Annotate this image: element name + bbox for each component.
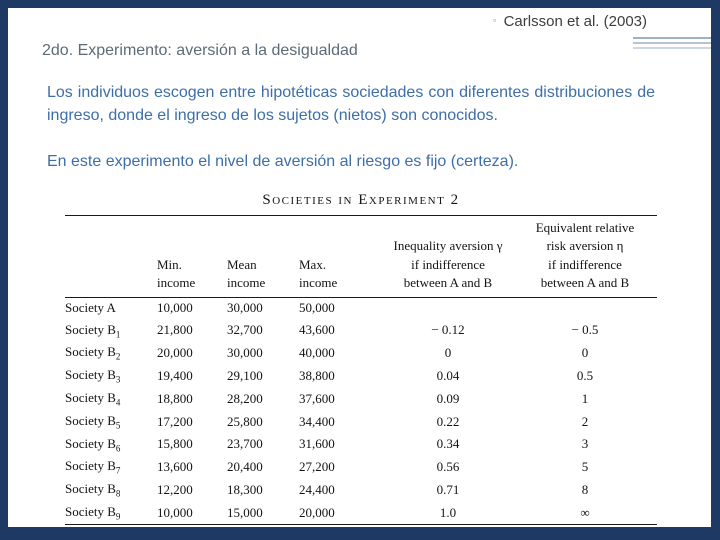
cell-eta: 1 xyxy=(581,390,589,406)
table-row xyxy=(65,478,657,501)
cell-eta: 0 xyxy=(581,345,589,361)
column-header-society xyxy=(65,216,157,298)
attribution-line xyxy=(493,13,647,30)
cell-max: 20,000 xyxy=(299,504,335,520)
cell-society: Society $B_2$ xyxy=(65,344,121,362)
cell-max: 24,400 xyxy=(299,481,335,497)
cell-mean: 23,700 xyxy=(227,436,263,452)
cell-gamma: 0.04 xyxy=(436,367,460,383)
cell-gamma: 0.22 xyxy=(436,413,460,429)
cell-mean: 18,300 xyxy=(227,481,263,497)
cell-max: 38,800 xyxy=(299,367,335,383)
cell-min: 15,800 xyxy=(157,436,193,452)
cell-min: 20,000 xyxy=(157,345,193,361)
cell-max: 37,600 xyxy=(299,390,335,406)
cell-min: 10,000 xyxy=(157,504,193,520)
cell-mean: 28,200 xyxy=(227,390,263,406)
cell-max: 31,600 xyxy=(299,436,335,452)
attribution-text: Carlsson et al. (2003) xyxy=(503,13,647,30)
cell-eta: − 0.5 xyxy=(571,322,599,338)
table-row xyxy=(65,387,657,410)
cell-gamma: 0 xyxy=(444,345,452,361)
cell-society: Society $B_8$ xyxy=(65,481,121,499)
cell-gamma: 0.09 xyxy=(436,390,460,406)
stripe-line xyxy=(633,37,711,39)
column-header-mean-income: Mean income xyxy=(227,256,266,291)
slide-canvas xyxy=(8,8,711,527)
table-row xyxy=(65,456,657,479)
cell-society: Society $B_5$ xyxy=(65,412,121,431)
table-header-row xyxy=(65,216,657,298)
cell-eta: 2 xyxy=(581,413,589,429)
table-row xyxy=(65,410,657,433)
decorative-stripes xyxy=(633,37,711,52)
paragraph-risk-aversion: En este experimento el nivel de aversión al riesgo es fijo (certeza). xyxy=(47,153,519,170)
cell-society: Society A xyxy=(65,300,116,316)
column-header-min-income: Min. income xyxy=(157,256,196,291)
slide-title: 2do. Experimento: aversión a la desigualdad xyxy=(42,42,358,59)
cell-min: 18,800 xyxy=(157,390,193,406)
cell-min: 12,200 xyxy=(157,481,193,497)
cell-max: 43,600 xyxy=(299,322,335,338)
cell-min: 13,600 xyxy=(157,459,193,475)
table-body xyxy=(65,297,657,524)
stripe-line xyxy=(633,47,711,49)
cell-mean: 29,100 xyxy=(227,367,263,383)
cell-society: Society $B_4$ xyxy=(65,389,121,408)
table-title: Societies in Experiment 2 xyxy=(262,192,460,208)
cell-eta: 0.5 xyxy=(576,367,594,383)
table-row xyxy=(65,433,657,456)
cell-gamma: 1.0 xyxy=(439,504,457,520)
table-row xyxy=(65,501,657,524)
cell-min: 10,000 xyxy=(157,300,193,316)
cell-gamma: 0.71 xyxy=(436,481,460,497)
cell-min: 17,200 xyxy=(157,413,193,429)
cell-society: Society $B_9$ xyxy=(65,503,121,522)
cell-society: Society $B_7$ xyxy=(65,458,121,476)
cell-max: 40,000 xyxy=(299,345,335,361)
cell-mean: 15,000 xyxy=(227,504,263,520)
cell-min: 21,800 xyxy=(157,322,193,338)
cell-eta: 8 xyxy=(581,481,589,497)
table-row xyxy=(65,319,657,342)
cell-gamma xyxy=(383,297,513,319)
cell-max: 50,000 xyxy=(299,300,335,316)
table-row xyxy=(65,297,657,319)
column-header-inequality-aversion: Inequality aversion γ if indifference between A and B xyxy=(393,238,503,291)
societies-table xyxy=(65,215,657,525)
cell-mean: 32,700 xyxy=(227,322,263,338)
cell-gamma: − 0.12 xyxy=(431,322,465,338)
cell-mean: 30,000 xyxy=(227,345,263,361)
cell-mean: 30,000 xyxy=(227,300,263,316)
cell-eta: 3 xyxy=(581,436,589,452)
cell-society: Society $B_3$ xyxy=(65,367,121,385)
cell-eta xyxy=(513,297,657,319)
cell-gamma: 0.56 xyxy=(436,459,460,475)
cell-eta: ∞ xyxy=(580,504,590,520)
cell-society: Society $B_6$ xyxy=(65,435,121,454)
table-row xyxy=(65,365,657,388)
table-row xyxy=(65,342,657,365)
paragraph-societies: Los individuos escogen entre hipotéticas sociedades con diferentes distribuciones de ingreso, donde el ingreso de los sujetos (nietos) son conocidos. xyxy=(47,84,655,124)
cell-max: 27,200 xyxy=(299,459,335,475)
cell-max: 34,400 xyxy=(299,413,335,429)
stripe-line xyxy=(633,42,711,44)
cell-society: Society $B_1$ xyxy=(65,321,121,340)
cell-mean: 25,800 xyxy=(227,413,263,429)
cell-eta: 5 xyxy=(581,459,589,475)
cell-mean: 20,400 xyxy=(227,459,263,475)
column-header-risk-aversion: Equivalent relative risk aversion η if indifference between A and B xyxy=(535,220,635,291)
bullet-icon: ◦ xyxy=(492,15,497,27)
cell-gamma: 0.34 xyxy=(436,436,460,452)
cell-min: 19,400 xyxy=(157,367,193,383)
societies-table-figure xyxy=(65,192,657,525)
column-header-max-income: Max. income xyxy=(299,256,338,291)
